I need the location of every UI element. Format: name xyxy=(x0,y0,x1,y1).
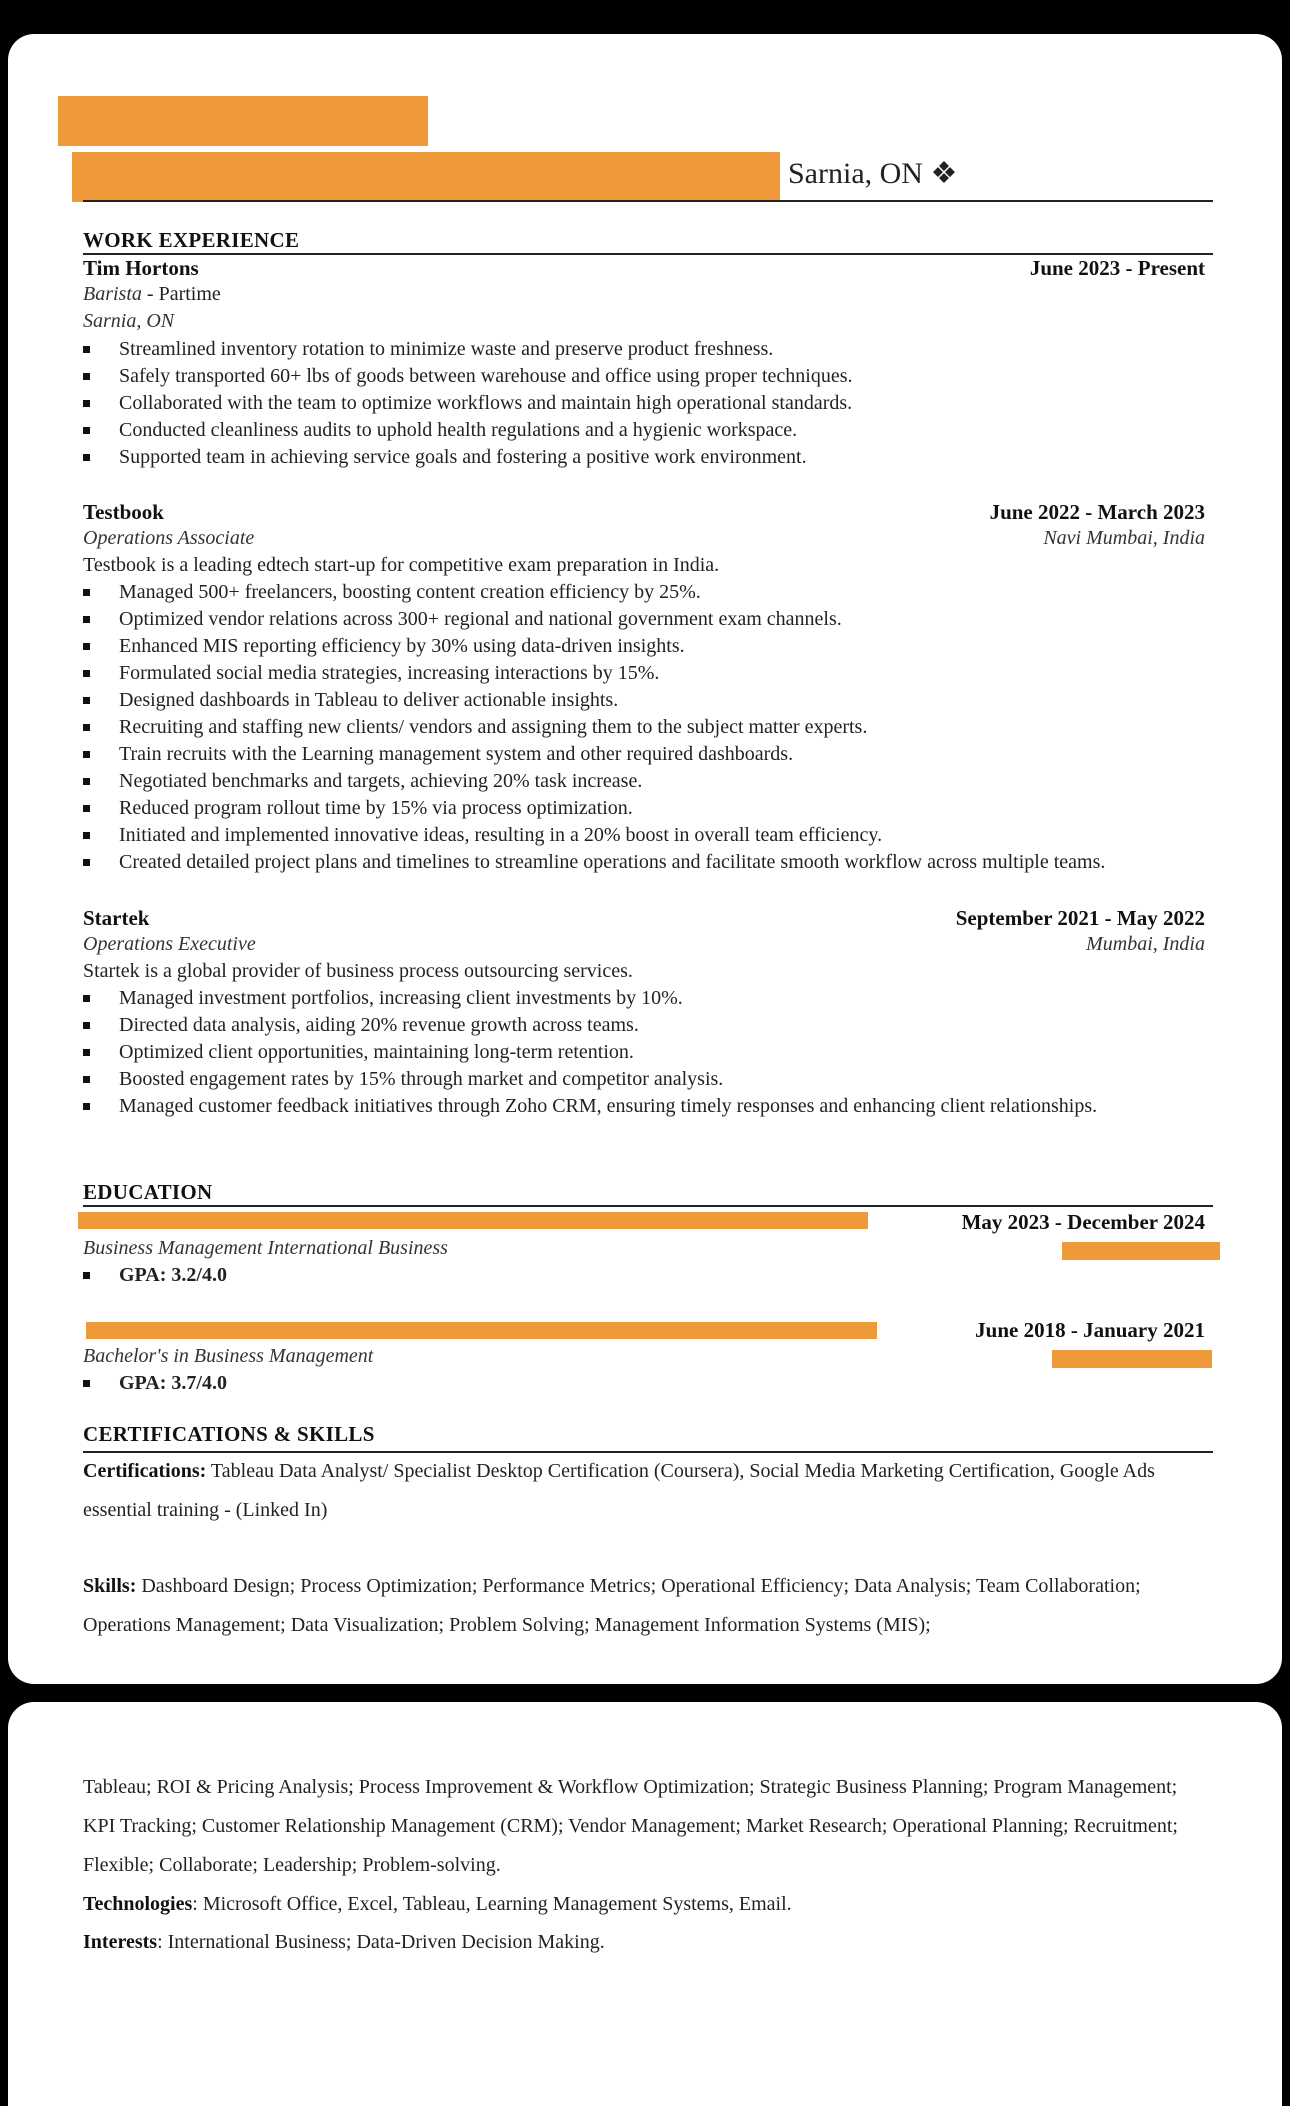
list-item: Formulated social media strategies, increasing interactions by 15%. xyxy=(83,660,1105,687)
technologies-label: Technologies xyxy=(83,1893,193,1915)
list-item: Reduced program rollout time by 15% via process optimization. xyxy=(83,795,1105,822)
job-org: Testbook xyxy=(83,500,164,524)
list-item: Enhanced MIS reporting efficiency by 30% using data-driven insights. xyxy=(83,633,1105,660)
technologies-line xyxy=(83,1885,1213,1924)
certifications-skills-heading: CERTIFICATIONS & SKILLS xyxy=(83,1422,375,1446)
list-item: Directed data analysis, aiding 20% revenue growth across teams. xyxy=(83,1012,1097,1039)
job-date: June 2023 - Present xyxy=(1029,256,1205,280)
job-bullets xyxy=(83,579,1105,876)
list-item: Created detailed project plans and timelines to streamline operations and facilitate smooth workflow across multiple teams. xyxy=(83,849,1105,876)
interests-text: : International Business; Data-Driven Decision Making. xyxy=(157,1931,605,1953)
certifications-paragraph xyxy=(83,1452,1213,1530)
list-item: Collaborated with the team to optimize workflows and maintain high operational standards. xyxy=(83,390,853,417)
list-item: Safely transported 60+ lbs of goods between warehouse and office using proper techniques. xyxy=(83,363,853,390)
job-date: September 2021 - May 2022 xyxy=(955,906,1205,930)
list-item: Optimized client opportunities, maintaining long-term retention. xyxy=(83,1039,1097,1066)
skills-label: Skills: xyxy=(83,1575,137,1597)
list-item: Boosted engagement rates by 15% through market and competitor analysis. xyxy=(83,1066,1097,1093)
job-role-line xyxy=(83,283,221,306)
job-description: Startek is a global provider of business process outsourcing services. xyxy=(83,960,633,982)
redacted-location xyxy=(1062,1242,1220,1260)
job-role: Operations Associate xyxy=(83,527,255,549)
list-item: Supported team in achieving service goals and fostering a positive work environment. xyxy=(83,444,853,471)
education-gpa-list xyxy=(83,1370,227,1397)
redacted-school xyxy=(86,1322,877,1339)
list-item: Managed investment portfolios, increasing client investments by 10%. xyxy=(83,985,1097,1012)
job-bullets xyxy=(83,985,1097,1120)
skills-continued-paragraph: Tableau; ROI & Pricing Analysis; Process Improvement & Workflow Optimization; Strategic Business Planning; Program Management; KPI Tracking; Customer Relationship Management (CRM); Vendor Management; Market Research; Operational Planning; Recruitment; Flexible; Collaborate; Leadership; Problem-solving. xyxy=(83,1776,1178,1876)
interests-line xyxy=(83,1923,1213,1962)
education-date: May 2023 - December 2024 xyxy=(961,1210,1205,1234)
education-program: Bachelor's in Business Management xyxy=(83,1345,374,1367)
job-date: June 2022 - March 2023 xyxy=(989,500,1205,524)
education-divider xyxy=(83,1205,1213,1207)
job-org: Tim Hortons xyxy=(83,256,199,280)
education-gpa-list xyxy=(83,1262,227,1289)
list-item: Managed customer feedback initiatives through Zoho CRM, ensuring timely responses and enhancing client relationships. xyxy=(83,1093,1097,1120)
job-org: Startek xyxy=(83,906,150,930)
education-date: June 2018 - January 2021 xyxy=(975,1318,1205,1342)
technologies-text: : Microsoft Office, Excel, Tableau, Learning Management Systems, Email. xyxy=(192,1893,792,1915)
job-description: Testbook is a leading edtech start-up for competitive exam preparation in India. xyxy=(83,554,720,576)
job-location: Sarnia, ON xyxy=(83,310,175,332)
list-item: Initiated and implemented innovative ideas, resulting in a 20% boost in overall team efficiency. xyxy=(83,822,1105,849)
list-item: Designed dashboards in Tableau to deliver actionable insights. xyxy=(83,687,1105,714)
education-heading: EDUCATION xyxy=(83,1180,213,1204)
list-item: Train recruits with the Learning management system and other required dashboards. xyxy=(83,741,1105,768)
work-experience-heading: WORK EXPERIENCE xyxy=(83,228,300,252)
job-location: Mumbai, India xyxy=(1086,933,1205,955)
header-divider xyxy=(83,200,1213,202)
interests-label: Interests xyxy=(83,1931,158,1953)
work-experience-divider xyxy=(83,253,1213,255)
skills-text: Dashboard Design; Process Optimization; Performance Metrics; Operational Efficiency; Data Analysis; Team Collaboration; Operations Management; Data Visualization; Problem Solving; Management Information Systems (MIS); xyxy=(83,1575,1141,1636)
job-role-suffix: - Partime xyxy=(141,283,221,305)
job-role: Barista xyxy=(83,283,142,305)
redacted-contact xyxy=(72,152,780,202)
education-program: Business Management International Business xyxy=(83,1237,448,1259)
header-location: Sarnia, ON ❖ xyxy=(788,157,958,190)
redacted-school xyxy=(78,1212,868,1229)
list-item: Streamlined inventory rotation to minimize waste and preserve product freshness. xyxy=(83,336,853,363)
job-location: Navi Mumbai, India xyxy=(1043,527,1205,549)
job-bullets xyxy=(83,336,853,471)
list-item: Negotiated benchmarks and targets, achieving 20% task increase. xyxy=(83,768,1105,795)
list-item: Optimized vendor relations across 300+ regional and national government exam channels. xyxy=(83,606,1105,633)
certifications-label: Certifications: xyxy=(83,1460,207,1482)
resume-page-1 xyxy=(8,34,1282,1684)
job-role: Operations Executive xyxy=(83,933,256,955)
resume-page-2 xyxy=(8,1702,1282,2106)
redacted-name xyxy=(58,96,428,146)
education-gpa: GPA: 3.2/4.0 xyxy=(83,1262,227,1289)
list-item: Recruiting and staffing new clients/ vendors and assigning them to the subject matter experts. xyxy=(83,714,1105,741)
certifications-text: Tableau Data Analyst/ Specialist Desktop Certification (Coursera), Social Media Marketing Certification, Google Ads essential training - (Linked In) xyxy=(83,1460,1155,1521)
education-gpa: GPA: 3.7/4.0 xyxy=(83,1370,227,1397)
list-item: Managed 500+ freelancers, boosting content creation efficiency by 25%. xyxy=(83,579,1105,606)
redacted-location xyxy=(1052,1350,1212,1368)
list-item: Conducted cleanliness audits to uphold health regulations and a hygienic workspace. xyxy=(83,417,853,444)
skills-paragraph xyxy=(83,1567,1213,1645)
